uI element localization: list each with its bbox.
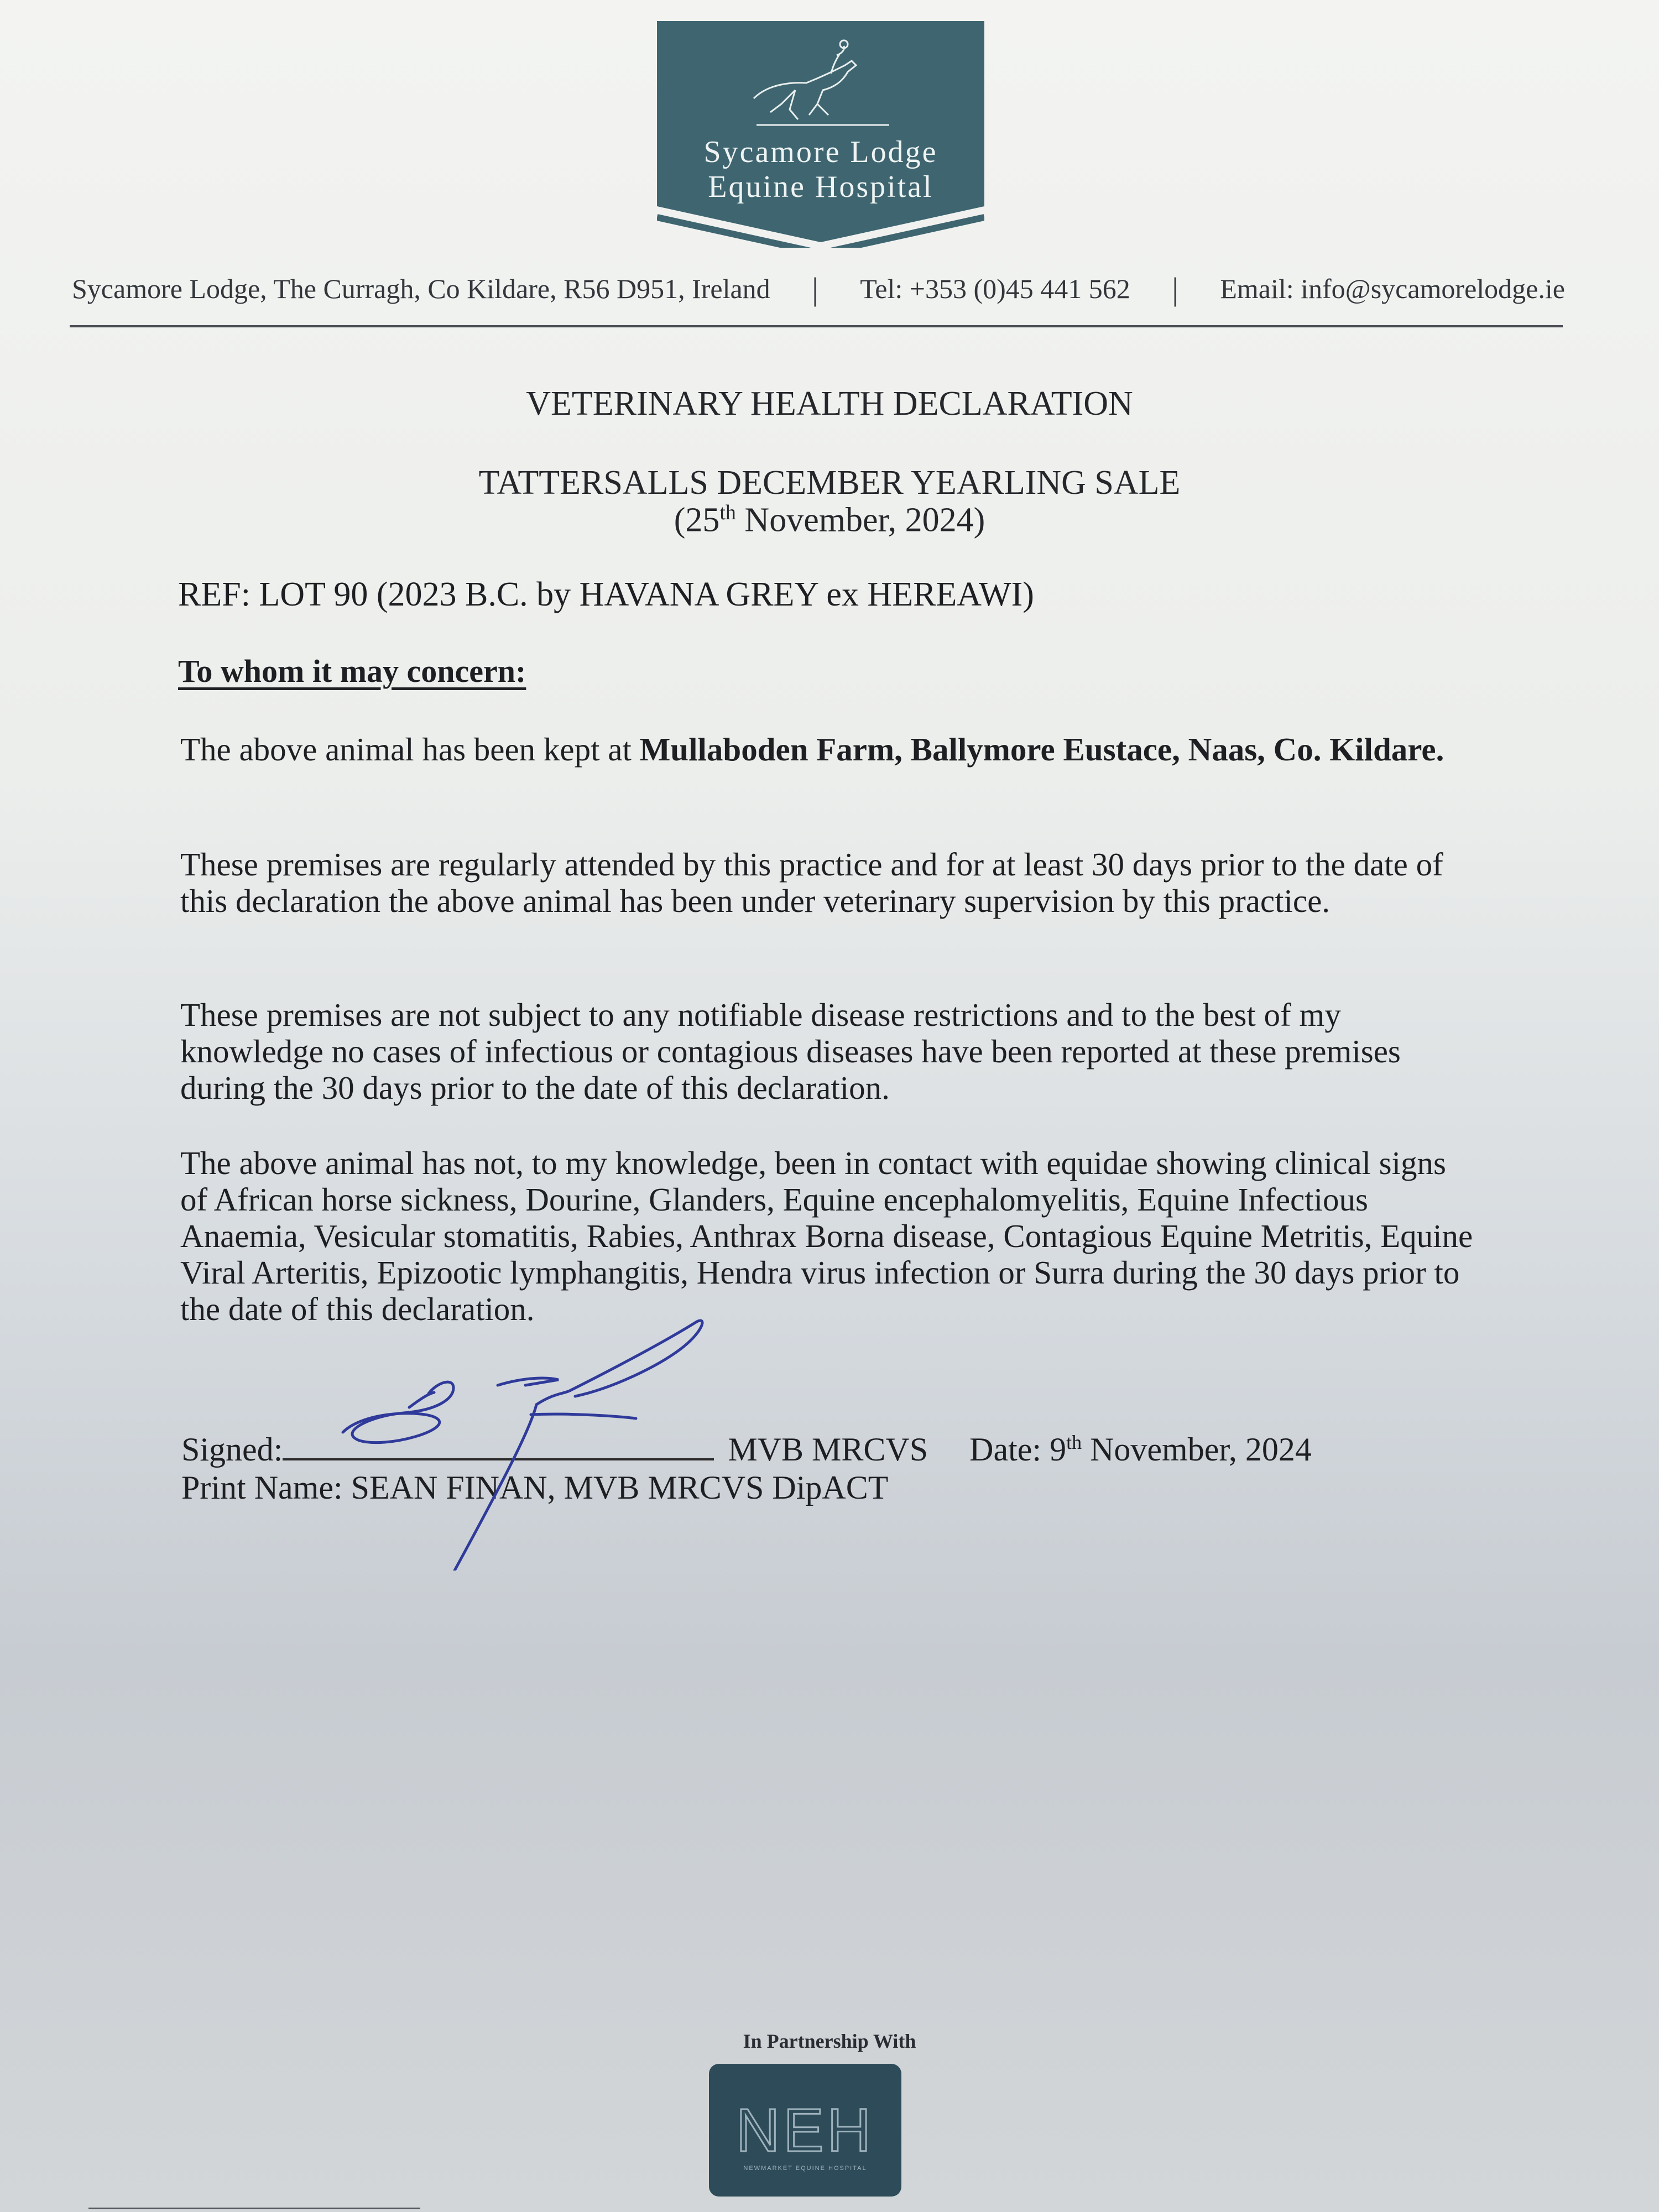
paragraph-disease-restrictions: These premises are not subject to any notifiable disease restrictions and to the best of my knowledge no cases of infectious or contagious diseases have been reported at these premises during the 30 days prior to the date of this declaration.: [180, 997, 1401, 1106]
farm-address: Mullaboden Farm, Ballymore Eustace, Naas, Co. Kildare.: [639, 731, 1444, 768]
paragraph-clinical-signs: The above animal has not, to my knowledge, been in contact with equidae showing clinical signs of African horse sickness, Dourine, Glanders, Equine encephalomyelitis, Equine Infectious Anaemia, Vesicular stomatitis, Rabies, Anthrax Borna disease, Contagious Equine Metritis, Equine Viral Arteritis, Epizootic lymphangitis, Hendra virus infection or Surra during the 30 days prior to the date of this declaration.: [180, 1145, 1473, 1327]
signed-label: Signed:: [181, 1431, 283, 1468]
logo-subtext: NEWMARKET EQUINE HOSPITAL: [743, 2165, 867, 2172]
sale-name: TATTERSALLS DECEMBER YEARLING SALE: [478, 464, 1181, 502]
hospital-logo: [657, 21, 984, 248]
partnership-label: In Partnership With: [743, 2030, 916, 2052]
paragraph-premises: The above animal has been kept at Mullaboden Farm, Ballymore Eustace, Naas, Co. Kildare.: [180, 731, 1444, 768]
footer-rule: [88, 2208, 420, 2209]
qualifications: MVB MRCVS: [728, 1431, 928, 1468]
paragraph-supervision: These premises are regularly attended by this practice and for at least 30 days prior to the date of this declaration the above animal has been under veterinary supervision by this practice.: [180, 846, 1443, 919]
document-title: VETERINARY HEALTH DECLARATION: [526, 385, 1133, 422]
salutation: To whom it may concern:: [178, 653, 526, 689]
partner-logo: [709, 2064, 901, 2197]
logo-line-2: Equine Hospital: [708, 170, 933, 204]
telephone: Tel: +353 (0)45 441 562: [860, 273, 1130, 304]
email: Email: info@sycamorelodge.ie: [1220, 273, 1565, 304]
logo-mark: NEH: [735, 2096, 875, 2164]
logo-line-1: Sycamore Lodge: [703, 135, 938, 169]
print-name: Print Name: SEAN FINAN, MVB MRCVS DipACT: [181, 1469, 889, 1506]
sale-date: (25th November, 2024): [674, 501, 985, 539]
neh-logo-icon: [709, 2064, 901, 2197]
letterhead-contact-line: [72, 270, 1565, 307]
reference-line: REF: LOT 90 (2023 B.C. by HAVANA GREY ex HEREAWI): [178, 576, 1034, 613]
handwritten-signature: [326, 1316, 713, 1571]
separator: |: [1172, 270, 1178, 307]
header-divider: [70, 325, 1563, 327]
address: Sycamore Lodge, The Curragh, Co Kildare, R56 D951, Ireland: [72, 273, 770, 304]
separator: |: [812, 270, 818, 307]
signature-date: Date: 9th November, 2024: [969, 1431, 1312, 1468]
